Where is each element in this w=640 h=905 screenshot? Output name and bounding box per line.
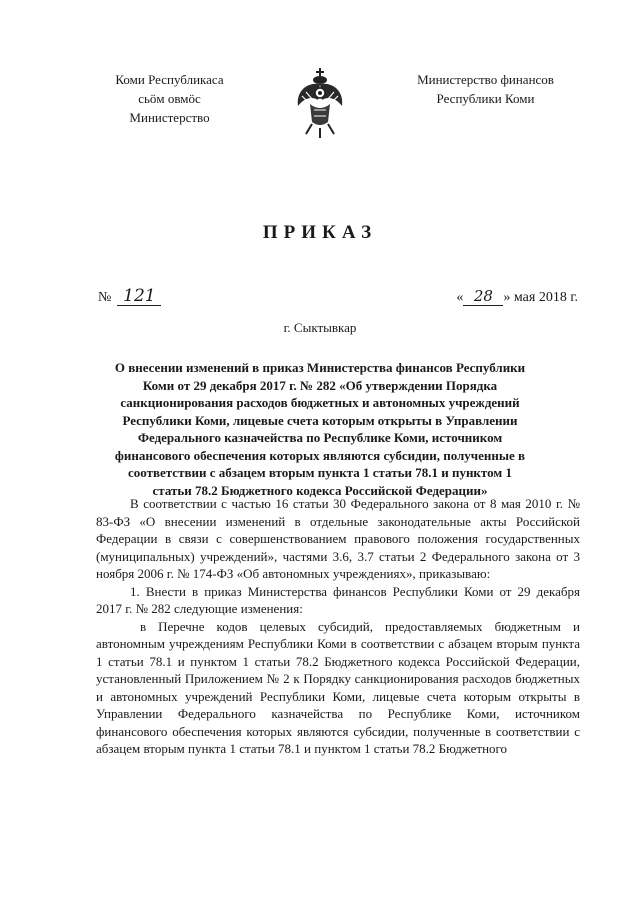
body-paragraph: 1. Внести в приказ Министерства финансов Республики Коми от 29 декабря 2017 г. № 282 следующие изменения:	[96, 583, 580, 616]
body-paragraph: в Перечне кодов целевых субсидий, предоставляемых бюджетным и автономным учреждениям Республики Коми в соответствии с абзацем вторым пункта 1 статьи 78.1 и пунктом 1 статьи 78.2 Бюджетного кодекса Российской Федерации, установленный Приложением № 2 к Порядку санкционирования расходов бюджетных и автономных учреждений Республики Коми, лицевые счета которым открыты в Управлении Федерального казначейства по Республике Коми, источником финансового обеспечения которых являются субсидии, полученные в соответствии с абзацем вторым пункта 1 статьи 78.1 и пунктом 1 статьи 78.2 Бюджетного	[96, 618, 580, 756]
order-subject: О внесении изменений в приказ Министерства финансов Республики Коми от 29 декабря 2017 г. № 282 «Об утверждении Порядка санкционирования расходов бюджетных и автономных учреждений Республики Коми, лицевые счета которым открыты в Управлении Федерального казначейства по Республике Коми, источником финансового обеспечения которых являются субсидии, полученные в соответствии с абзацем вторым пункта 1 статьи 78.1 и пунктом 1 статьи 78.2 Бюджетного кодекса Российской Федерации»	[114, 360, 526, 498]
body-paragraph: В соответствии с частью 16 статьи 30 Федерального закона от 8 мая 2010 г. № 83-ФЗ «О внесении изменений в отдельные законодательные акты Российской Федерации в связи с совершенствованием правового положения государственных (муниципальных) учреждений», частями 3.6, 3.7 статьи 2 Федерального закона от 3 ноября 2006 г. № 174-ФЗ «Об автономных учреждениях», приказываю:	[96, 496, 580, 581]
header-right-line: Министерство финансов	[417, 72, 554, 87]
header-left-line: Министерство	[129, 110, 210, 125]
header-left-line: сьӧм овмӧс	[138, 91, 201, 106]
header-right-ministry	[398, 70, 573, 108]
city-line: г. Сыктывкар	[283, 320, 357, 335]
header-left-line: Коми Республикаса	[115, 72, 224, 87]
header-right-line: Республики Коми	[436, 91, 535, 106]
order-number	[98, 287, 161, 306]
order-date-rest: » мая 2018 г.	[503, 290, 578, 305]
coat-of-arms-icon	[292, 66, 348, 142]
order-body	[96, 495, 580, 758]
order-date	[456, 287, 578, 306]
order-date-day: 28	[463, 287, 503, 306]
header-left-komi	[92, 70, 247, 127]
order-number-prefix: №	[98, 290, 112, 305]
order-number-value: 121	[117, 287, 161, 306]
order-date-open-quote: «	[456, 290, 464, 305]
document-title: ПРИКАЗ	[262, 222, 378, 243]
